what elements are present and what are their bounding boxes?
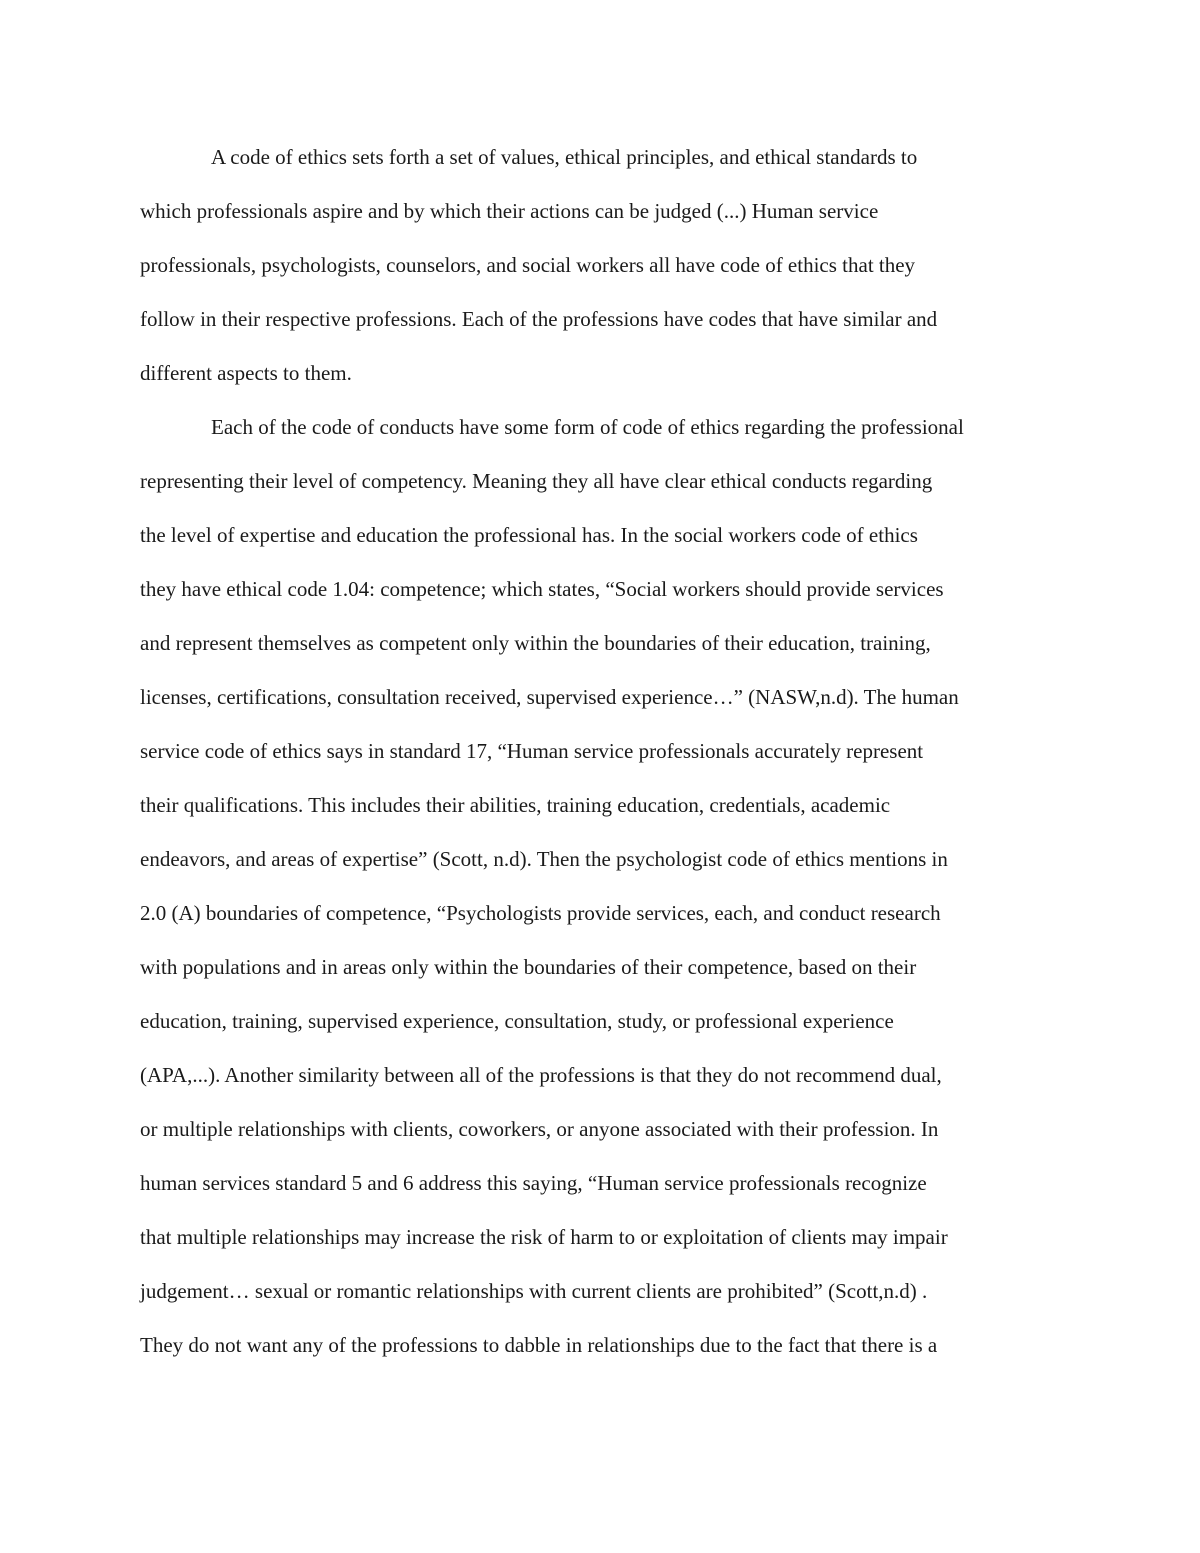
text-line: with populations and in areas only within the boundaries of their competence, based on their [140,955,917,979]
text-line: that multiple relationships may increase the risk of harm to or exploitation of clients may impair [140,1225,948,1249]
text-line: or multiple relationships with clients, coworkers, or anyone associated with their profession. In [140,1117,939,1141]
text-line: 2.0 (A) boundaries of competence, “Psychologists provide services, each, and conduct research [140,901,941,925]
text-line: the level of expertise and education the professional has. In the social workers code of ethics [140,523,918,547]
text-line: different aspects to them. [140,361,352,385]
text-line: their qualifications. This includes their abilities, training education, credentials, academic [140,793,891,817]
text-line: A code of ethics sets forth a set of values, ethical principles, and ethical standards to [211,145,918,169]
text-line: follow in their respective professions. Each of the professions have codes that have similar and [140,307,938,331]
text-line: human services standard 5 and 6 address this saying, “Human service professionals recognize [140,1171,927,1195]
text-line: education, training, supervised experience, consultation, study, or professional experience [140,1009,894,1033]
text-line: licenses, certifications, consultation received, supervised experience…” (NASW,n.d). The human [140,685,959,709]
text-line: They do not want any of the professions to dabble in relationships due to the fact that there is a [140,1333,938,1357]
text-line: judgement… sexual or romantic relationships with current clients are prohibited” (Scott,n.d) . [140,1279,928,1303]
text-line: endeavors, and areas of expertise” (Scott, n.d). Then the psychologist code of ethics mentions in [140,847,948,871]
text-line: and represent themselves as competent only within the boundaries of their education, training, [140,631,931,655]
text-line: they have ethical code 1.04: competence; which states, “Social workers should provide services [140,577,944,601]
text-line: professionals, psychologists, counselors, and social workers all have code of ethics that they [140,253,916,277]
text-line: service code of ethics says in standard 17, “Human service professionals accurately represent [140,739,924,763]
text-line: which professionals aspire and by which their actions can be judged (...) Human service [140,199,879,223]
text-line: (APA,...). Another similarity between all of the professions is that they do not recommend dual, [140,1063,942,1087]
text-line: representing their level of competency. Meaning they all have clear ethical conducts regarding [140,469,933,493]
text-line: Each of the code of conducts have some form of code of ethics regarding the professional [211,415,964,439]
